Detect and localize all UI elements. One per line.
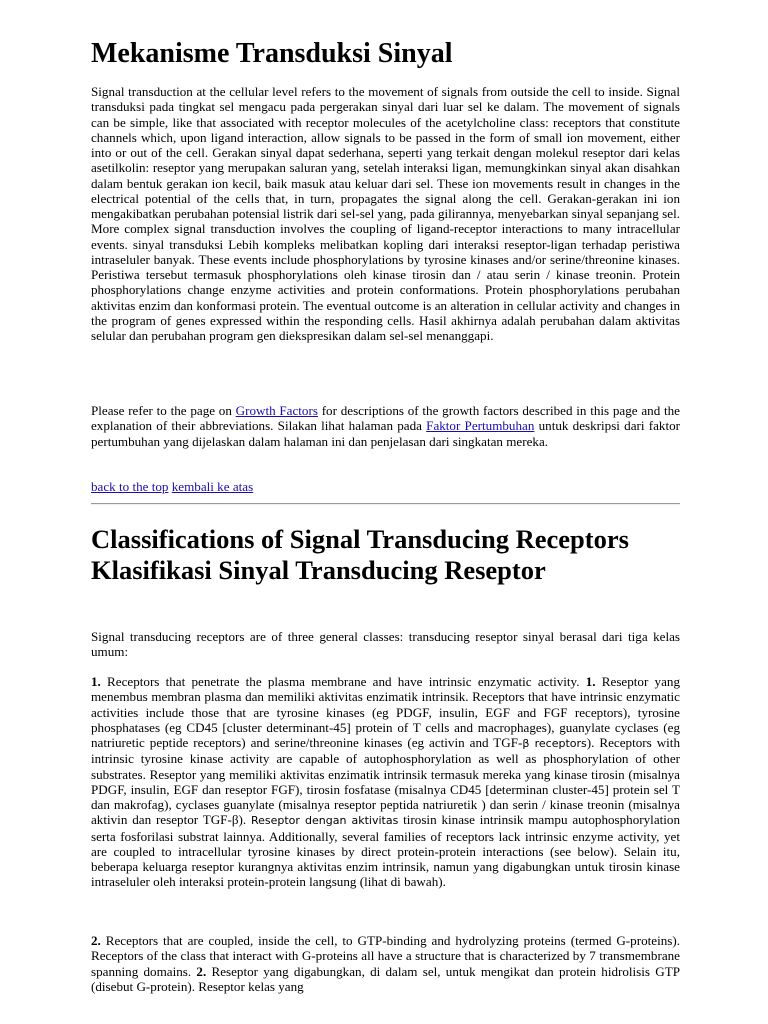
growth-factors-link[interactable]: Growth Factors xyxy=(235,403,318,418)
item-1-text-d: tirosin kinase intrinsik mampu autophosphorylation serta fosforilasi substrat lainnya. Additionally, several families of receptors lack intrinsic enzyme activity, yet are coupled to intracellular tyrosine kinases by direct protein-protein interactions (see below). Selain itu, beberapa keluarga reseptor kurangnya aktivitas enzim intrinsik, namun yang digabungkan untuk tirosin kinase intraseluler oleh interaksi protein-protein langsung (lihat di bawah). xyxy=(91,812,680,890)
refer-text-3: untuk deskripsi dari faktor pertumbuhan yang dijelaskan dalam halaman ini dan penjelasan dari singkatan mereka. xyxy=(91,418,680,449)
section-title-mekanisme: Mekanisme Transduksi Sinyal xyxy=(91,38,453,69)
refer-text-2: for descriptions of the growth factors described in this page and the explanation of their abbreviations. Silakan lihat halaman pada xyxy=(91,403,680,434)
item-1-mono-text: Reseptor dengan aktivitas xyxy=(250,814,399,828)
item-2-number: 2. xyxy=(91,933,101,948)
back-to-top-link[interactable]: back to the top xyxy=(91,479,169,494)
class-2-paragraph xyxy=(91,933,680,994)
section-divider xyxy=(91,503,680,505)
item-1-number-b: 1. xyxy=(585,674,596,689)
item-1-text-c: ). Receptors with intrinsic tyrosine kinase activity are capable of autophosphorylation as well as phosphorylation of other substrates. Reseptor yang memiliki aktivitas enzimatik intrinsik termasuk mereka yang kinase tirosin (misalnya PDGF, insulin, EGF dan reseptor FGF), tirosin fosfatase (misalnya CD45 [determinan cluster-45] protein sel T dan makrofag), cyclases guanylate (misalnya reseptor peptida natriuretik ) dan serin / kinase treonin (misalnya aktivin dan reseptor TGF-β). xyxy=(91,735,680,828)
section-title-classifications: Classifications of Signal Transducing Receptors Klasifikasi Sinyal Transducing Reseptor xyxy=(91,524,629,585)
item-1-number: 1. xyxy=(91,674,101,689)
classes-intro-paragraph: Signal transducing receptors are of three general classes: transducing reseptor sinyal berasal dari tiga kelas umum: xyxy=(91,629,680,660)
item-2-text-a: Receptors that are coupled, inside the cell, to GTP-binding and hydrolyzing proteins (termed G-proteins). Receptors of the class that interact with G-proteins all have a structure that is characterized by 7 transmembrane spanning domains. xyxy=(91,933,680,979)
class-1-paragraph xyxy=(91,674,680,890)
faktor-pertumbuhan-link[interactable]: Faktor Pertumbuhan xyxy=(426,418,535,434)
growth-factors-reference-paragraph xyxy=(91,403,680,449)
item-2-number-b: 2. xyxy=(196,963,207,979)
item-1-text-a: Receptors that penetrate the plasma membrane and have intrinsic enzymatic activity. xyxy=(100,674,586,689)
refer-text-1: Please refer to the page on xyxy=(91,403,236,418)
item-1-text-b: Reseptor yang menembus membran plasma dan memiliki aktivitas enzimatik intrinsik. Receptors that have intrinsic enzymatic activities include those that are tyrosine kinases (eg PDGF, insulin, EGF and FGF receptors), tyrosine phosphatases (eg CD45 [cluster determinant-45] protein of T cells and macrophages), guanylate cyclases (eg natriuretic peptide receptors) and serine/threonine kinases (eg activin and TGF- xyxy=(91,674,681,750)
back-to-top-paragraph xyxy=(91,479,680,494)
kembali-ke-atas-link[interactable]: kembali ke atas xyxy=(171,479,254,494)
item-1-beta-receptors: β receptors xyxy=(522,737,587,750)
item-2-text-b: Reseptor yang digabungkan, di dalam sel, untuk mengikat dan protein hidrolisis GTP (disebut G-protein). Reseptor kelas yang xyxy=(91,963,680,994)
section1-body-paragraph: Signal transduction at the cellular level refers to the movement of signals from outside the cell to inside. Signal transduksi pada tingkat sel mengacu pada pergerakan sinyal dari luar sel ke dalam. The movement of signals can be simple, like that associated with receptor molecules of the acetylcholine class: receptors that constitute channels which, upon ligand interaction, allow signals to be passed in the form of small ion movement, either into or out of the cell. Gerakan sinyal dapat sederhana, seperti yang terkait dengan molekul reseptor dari kelas asetilkolin: reseptor yang merupakan saluran yang, setelah interaksi ligan, memungkinkan sinyal akan disahkan dalam bentuk gerakan ion kecil, baik masuk atau keluar dari sel. These ion movements result in changes in the electrical potential of the cells that, in turn, propagates the signal along the cell. Gerakan-gerakan ini ion mengakibatkan perubahan potensial listrik dari sel-sel yang, pada gilirannya, menyebarkan sinyal sepanjang sel. More complex signal transduction involves the coupling of ligand-receptor interactions to many intracellular events. sinyal transduksi Lebih kompleks melibatkan kopling dari interaksi reseptor-ligan terhadap peristiwa intraseluler banyak. These events include phosphorylations by tyrosine kinases and/or serine/threonine kinases. Peristiwa tersebut termasuk phosphorylations oleh kinase tirosin dan / atau serin / kinase treonin. Protein phosphorylations change enzyme activities and protein conformations. Protein phosphorylations perubahan aktivitas enzim dan konformasi protein. The eventual outcome is an alteration in cellular activity and changes in the program of genes expressed within the responding cells. Hasil akhirnya adalah perubahan dalam aktivitas selular dan perubahan program gen diekspresikan dalam sel-sel menanggapi. xyxy=(91,84,680,343)
